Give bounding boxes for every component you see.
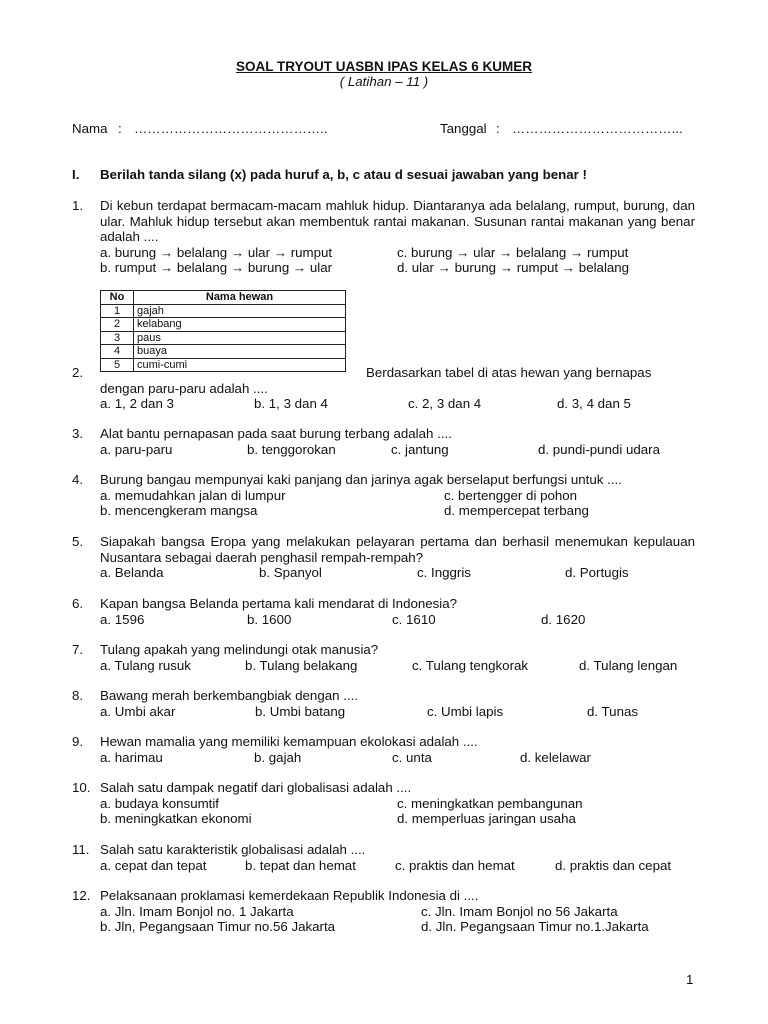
option-a[interactable]: a. Umbi akar <box>100 703 176 719</box>
option-a[interactable]: a. 1596 <box>100 611 145 627</box>
section-numeral: I. <box>72 167 80 182</box>
option-c[interactable]: c. Jln. Imam Bonjol no 56 Jakarta <box>421 903 618 919</box>
question-6 <box>72 596 695 627</box>
option-a[interactable]: a. paru-paru <box>100 441 173 457</box>
option-b[interactable]: b. gajah <box>254 749 302 765</box>
option-c[interactable]: c. praktis dan hemat <box>395 857 515 873</box>
option-b[interactable]: b. rumput → belalang → burung → ular <box>100 260 333 275</box>
option-c[interactable]: c. Umbi lapis <box>427 703 504 719</box>
question-1 <box>72 198 695 276</box>
question-number: 1. <box>72 198 84 213</box>
option-a[interactable]: a. burung → belalang → ular → rumput <box>100 244 333 260</box>
document-title: SOAL TRYOUT UASBN IPAS KELAS 6 KUMER <box>235 59 533 74</box>
question-number: 12. <box>72 888 91 903</box>
table-header-row <box>101 291 346 305</box>
cell-no: 4 <box>101 345 134 359</box>
question-text: Di kebun terdapat bermacam-macam mahluk hidup. Diantaranya ada belalang, rumput, burung, dan ular. Mahluk hidup tersebut akan membentuk rantai makanan. Susunan rantai makanan yang benar adalah .... <box>100 198 695 244</box>
question-number: 11. <box>72 842 90 857</box>
column-header-no: No <box>101 291 134 305</box>
option-b[interactable]: b. Spanyol <box>259 565 322 580</box>
question-text: Kapan bangsa Belanda pertama kali mendarat di Indonesia? <box>100 596 458 611</box>
option-d[interactable]: d. 1620 <box>541 611 586 627</box>
cell-no: 2 <box>101 318 134 332</box>
question-number: 10. <box>72 780 91 795</box>
question-text: Salah satu dampak negatif dari globalisasi adalah .... <box>100 780 412 795</box>
question-number: 3. <box>72 426 84 441</box>
option-d[interactable]: d. ular → burung → rumput → belalang <box>397 260 630 275</box>
option-d[interactable]: d. pundi-pundi udara <box>538 441 660 457</box>
name-blank[interactable]: …………………………………….. <box>134 121 328 136</box>
cell-animal: paus <box>134 331 346 345</box>
option-a[interactable]: a. 1, 2 dan 3 <box>100 396 174 411</box>
animal-table <box>100 290 346 372</box>
option-a[interactable]: a. cepat dan tepat <box>100 857 207 873</box>
option-b[interactable]: b. Tulang belakang <box>245 657 358 673</box>
question-2 <box>72 365 695 412</box>
column-header-name: Nama hewan <box>134 291 346 305</box>
option-d[interactable]: d. Tulang lengan <box>579 657 678 673</box>
question-text: Burung bangau mempunyai kaki panjang dan jarinya agak berselaput berfungsi untuk .... <box>100 472 622 487</box>
name-colon: : <box>118 121 122 136</box>
question-8 <box>72 688 695 719</box>
question-10 <box>72 780 695 827</box>
cell-no: 5 <box>101 358 134 372</box>
option-a[interactable]: a. Tulang rusuk <box>100 657 191 673</box>
cell-animal: gajah <box>134 304 346 318</box>
name-label: Nama <box>72 121 108 136</box>
table-row <box>101 345 346 359</box>
option-b[interactable]: b. meningkatkan ekonomi <box>100 811 252 826</box>
option-d[interactable]: d. 3, 4 dan 5 <box>557 396 631 411</box>
table-row <box>101 304 346 318</box>
option-d[interactable]: d. memperluas jaringan usaha <box>397 811 576 826</box>
question-text: Pelaksanaan proklamasi kemerdekaan Republik Indonesia di .... <box>100 888 479 903</box>
question-text: Alat bantu pernapasan pada saat burung terbang adalah .... <box>100 426 452 441</box>
question-number: 8. <box>72 688 84 703</box>
cell-no: 1 <box>101 304 134 318</box>
table-row <box>101 331 346 345</box>
option-c[interactable]: c. 1610 <box>392 611 436 627</box>
option-d[interactable]: d. Tunas <box>587 703 639 719</box>
question-number: 5. <box>72 534 84 549</box>
question-text: Hewan mamalia yang memiliki kemampuan ekolokasi adalah .... <box>100 734 478 749</box>
option-b[interactable]: b. Jln, Pegangsaan Timur no.56 Jakarta <box>100 919 336 934</box>
question-number: 2. <box>72 365 84 380</box>
document-subtitle: ( Latihan – 11 ) <box>339 74 429 89</box>
question-9 <box>72 734 695 765</box>
cell-animal: buaya <box>134 345 346 359</box>
option-d[interactable]: d. Portugis <box>565 565 629 580</box>
option-c[interactable]: c. unta <box>392 749 432 765</box>
option-d[interactable]: d. praktis dan cepat <box>555 857 672 873</box>
option-d[interactable]: d. kelelawar <box>520 749 591 765</box>
date-blank[interactable]: ………………………………... <box>512 121 683 136</box>
option-a[interactable]: a. Belanda <box>100 565 164 580</box>
option-b[interactable]: b. Umbi batang <box>255 703 346 719</box>
option-d[interactable]: d. Jln. Pegangsaan Timur no.1.Jakarta <box>421 919 649 934</box>
option-b[interactable]: b. 1, 3 dan 4 <box>254 396 328 411</box>
option-c[interactable]: c. Inggris <box>417 565 471 580</box>
question-text: Salah satu karakteristik globalisasi adalah .... <box>100 842 366 857</box>
date-label: Tanggal <box>440 121 487 136</box>
table-row <box>101 318 346 332</box>
date-colon: : <box>496 121 500 136</box>
option-a[interactable]: a. budaya konsumtif <box>100 795 220 811</box>
question-11 <box>72 842 695 873</box>
option-c[interactable]: c. jantung <box>391 441 449 457</box>
option-c[interactable]: c. burung → ular → belalang → rumput <box>397 244 629 260</box>
option-c[interactable]: c. 2, 3 dan 4 <box>408 396 482 411</box>
question-text: Siapakah bangsa Eropa yang melakukan pelayaran pertama dan berhasil menemukan kepulauan Nusantara sebagai daerah penghasil rempah-rempah? <box>100 534 695 565</box>
option-a[interactable]: a. harimau <box>100 749 163 765</box>
option-a[interactable]: a. memudahkan jalan di lumpur <box>100 487 286 503</box>
option-b[interactable]: b. tenggorokan <box>247 441 336 457</box>
question-number: 6. <box>72 596 84 611</box>
question-number: 9. <box>72 734 84 749</box>
cell-no: 3 <box>101 331 134 345</box>
option-b[interactable]: b. mencengkeram mangsa <box>100 503 258 518</box>
section-instruction: Berilah tanda silang (x) pada huruf a, b, c atau d sesuai jawaban yang benar ! <box>100 167 587 182</box>
question-7 <box>72 642 695 673</box>
option-b[interactable]: b. 1600 <box>247 611 292 627</box>
option-b[interactable]: b. tepat dan hemat <box>245 857 356 873</box>
question-5 <box>72 534 695 581</box>
question-text: Bawang merah berkembangbiak dengan .... <box>100 688 358 703</box>
option-c[interactable]: c. bertengger di pohon <box>444 487 578 503</box>
question-4 <box>72 472 695 519</box>
question-12 <box>72 888 695 935</box>
page-number: 1 <box>686 972 694 987</box>
question-text: Tulang apakah yang melindungi otak manusia? <box>100 642 379 657</box>
option-a[interactable]: a. Jln. Imam Bonjol no. 1 Jakarta <box>100 903 294 919</box>
question-number: 4. <box>72 472 84 487</box>
option-c[interactable]: c. Tulang tengkorak <box>412 657 529 673</box>
cell-animal: kelabang <box>134 318 346 332</box>
option-d[interactable]: d. mempercepat terbang <box>444 503 589 518</box>
question-3 <box>72 426 695 457</box>
option-c[interactable]: c. meningkatkan pembangunan <box>397 795 583 811</box>
question-text-continued: dengan paru-paru adalah .... <box>100 380 268 396</box>
question-text: Berdasarkan tabel di atas hewan yang bernapas <box>366 365 652 380</box>
cell-animal: cumi-cumi <box>134 358 346 372</box>
question-number: 7. <box>72 642 84 657</box>
